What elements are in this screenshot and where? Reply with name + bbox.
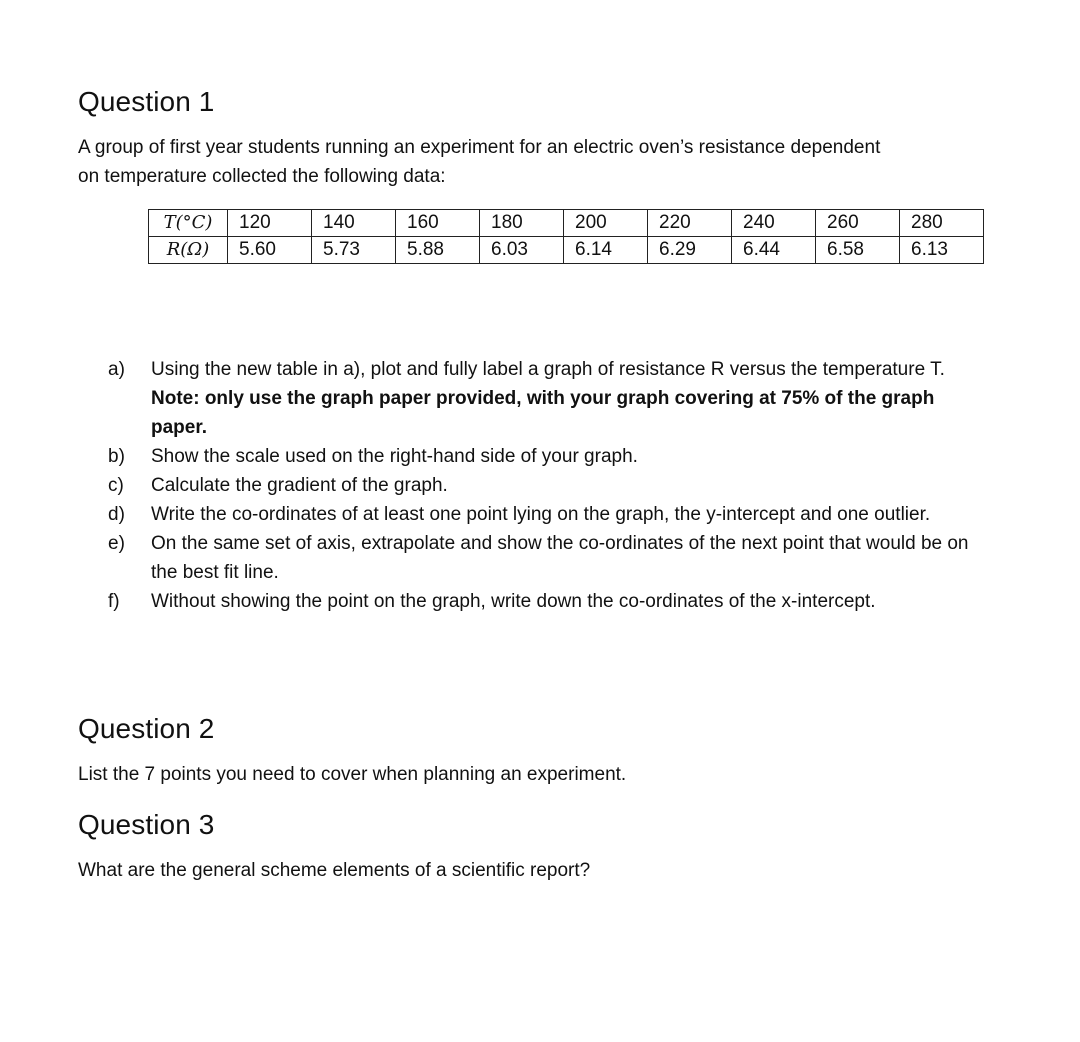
row-header-resistance: R(Ω) xyxy=(149,237,228,264)
part-marker: a) xyxy=(108,359,125,380)
question-1-intro-line-2: on temperature collected the following data: xyxy=(78,166,446,187)
list-item xyxy=(108,529,988,587)
table-cell: 120 xyxy=(228,210,312,237)
table-cell: 240 xyxy=(732,210,816,237)
table-cell: 6.14 xyxy=(564,237,648,264)
part-text: Show the scale used on the right-hand side of your graph. xyxy=(151,446,638,467)
table-row-resistance xyxy=(149,237,984,264)
row-header-temperature: T(°C) xyxy=(149,210,228,237)
question-1-heading: Question 1 xyxy=(78,86,215,117)
list-item xyxy=(108,355,988,442)
part-marker: f) xyxy=(108,591,120,612)
list-item xyxy=(108,500,988,529)
table-cell: 6.03 xyxy=(480,237,564,264)
part-marker: e) xyxy=(108,533,125,554)
list-item xyxy=(108,442,988,471)
part-marker: d) xyxy=(108,504,125,525)
table-cell: 280 xyxy=(900,210,984,237)
table-cell: 6.58 xyxy=(816,237,900,264)
table-cell: 5.60 xyxy=(228,237,312,264)
list-item xyxy=(108,587,988,616)
part-text: Write the co-ordinates of at least one point lying on the graph, the y-intercept and one outlier. xyxy=(151,504,931,525)
part-text: Without showing the point on the graph, write down the co-ordinates of the x-intercept. xyxy=(151,591,876,612)
part-text: Using the new table in a), plot and fully label a graph of resistance R versus the temperature T. xyxy=(151,359,945,380)
part-marker: c) xyxy=(108,475,124,496)
part-text: Calculate the gradient of the graph. xyxy=(151,475,448,496)
table-cell: 220 xyxy=(648,210,732,237)
table-cell: 180 xyxy=(480,210,564,237)
table-cell: 5.88 xyxy=(396,237,480,264)
table-cell: 260 xyxy=(816,210,900,237)
table-row-temperature xyxy=(149,210,984,237)
table-cell: 160 xyxy=(396,210,480,237)
question-3-text: What are the general scheme elements of a scientific report? xyxy=(78,860,591,881)
question-1-intro-line-1: A group of first year students running an experiment for an electric oven’s resistance dependent xyxy=(78,137,881,158)
part-text: On the same set of axis, extrapolate and show the co-ordinates of the next point that would be on the best fit line. xyxy=(151,533,969,583)
question-3-heading: Question 3 xyxy=(78,809,215,840)
table-cell: 200 xyxy=(564,210,648,237)
table-cell: 6.29 xyxy=(648,237,732,264)
question-1-intro xyxy=(78,133,1008,191)
table-cell: 6.44 xyxy=(732,237,816,264)
question-2-heading: Question 2 xyxy=(78,713,215,744)
list-item xyxy=(108,471,988,500)
temperature-resistance-table xyxy=(148,209,984,264)
question-2-text: List the 7 points you need to cover when planning an experiment. xyxy=(78,764,627,785)
part-marker: b) xyxy=(108,446,125,467)
question-1-parts xyxy=(108,355,988,616)
table-cell: 6.13 xyxy=(900,237,984,264)
part-note: Note: only use the graph paper provided, with your graph covering at 75% of the graph paper. xyxy=(151,388,935,438)
table-cell: 5.73 xyxy=(312,237,396,264)
table-cell: 140 xyxy=(312,210,396,237)
